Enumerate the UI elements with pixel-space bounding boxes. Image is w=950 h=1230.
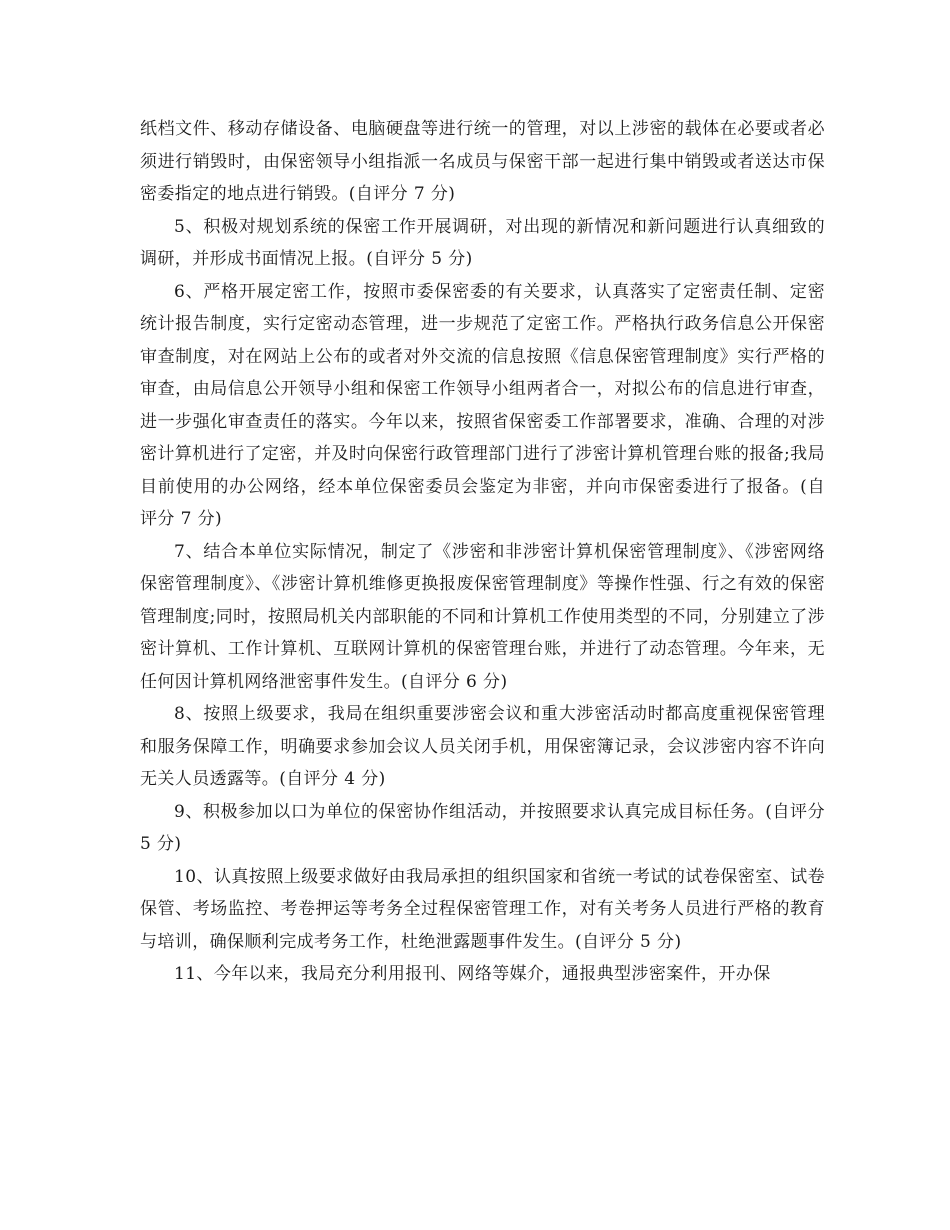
paragraph-item-8: 8、按照上级要求，我局在组织重要涉密会议和重大涉密活动时都高度重视保密管理和服务保障工作，明确要求参加会议人员关闭手机，用保密簿记录，会议涉密内容不许向无关人员透露等。(自评分 4 分) xyxy=(140,704,825,789)
paragraph-item-11: 11、今年以来，我局充分利用报刊、网络等媒介，通报典型涉密案件，开办保 xyxy=(174,964,771,984)
paragraph-item-10: 10、认真按照上级要求做好由我局承担的组织国家和省统一考试的试卷保密室、试卷保管、考场监控、考卷押运等考务全过程保密管理工作，对有关考务人员进行严格的教育与培训，确保顺利完成考务工作，杜绝泄露题事件发生。(自评分 5 分) xyxy=(140,866,825,952)
paragraph-item-6: 6、严格开展定密工作，按照市委保密委的有关要求，认真落实了定密责任制、定密统计报告制度，实行定密动态管理，进一步规范了定密工作。严格执行政务信息公开保密审查制度，对在网站上公布的或者对外交流的信息按照《信息保密管理制度》实行严格的审查，由局信息公开领导小组和保密工作领导小组两者合一，对拟公布的信息进行审查，进一步强化审查责任的落实。今年以来，按照省保密委工作部署要求，准确、合理的对涉密计算机进行了定密，并及时向保密行政管理部门进行了涉密计算机管理台账的报备;我局目前使用的办公网络，经本单位保密委员会鉴定为非密，并向市保密委进行了报备。(自评分 7 分) xyxy=(140,281,825,529)
paragraph-item-5: 5、积极对规划系统的保密工作开展调研，对出现的新情况和新问题进行认真细致的调研，并形成书面情况上报。(自评分 5 分) xyxy=(140,216,825,269)
paragraph-item-9: 9、积极参加以口为单位的保密协作组活动，并按照要求认真完成目标任务。(自评分 5 分) xyxy=(140,801,825,854)
paragraph-continuation: 纸档文件、移动存储设备、电脑硬盘等进行统一的管理，对以上涉密的载体在必要或者必须进行销毁时，由保密领导小组指派一名成员与保密干部一起进行集中销毁或者送达市保密委指定的地点进行销毁。(自评分 7 分) xyxy=(140,119,825,204)
document-body xyxy=(140,113,825,991)
paragraph-item-7: 7、结合本单位实际情况，制定了《涉密和非涉密计算机保密管理制度》、《涉密网络保密管理制度》、《涉密计算机维修更换报废保密管理制度》等操作性强、行之有效的保密管理制度;同时，按照局机关内部职能的不同和计算机工作使用类型的不同，分别建立了涉密计算机、工作计算机、互联网计算机的保密管理台账，并进行了动态管理。今年来，无任何因计算机网络泄密事件发生。(自评分 6 分) xyxy=(140,541,825,692)
